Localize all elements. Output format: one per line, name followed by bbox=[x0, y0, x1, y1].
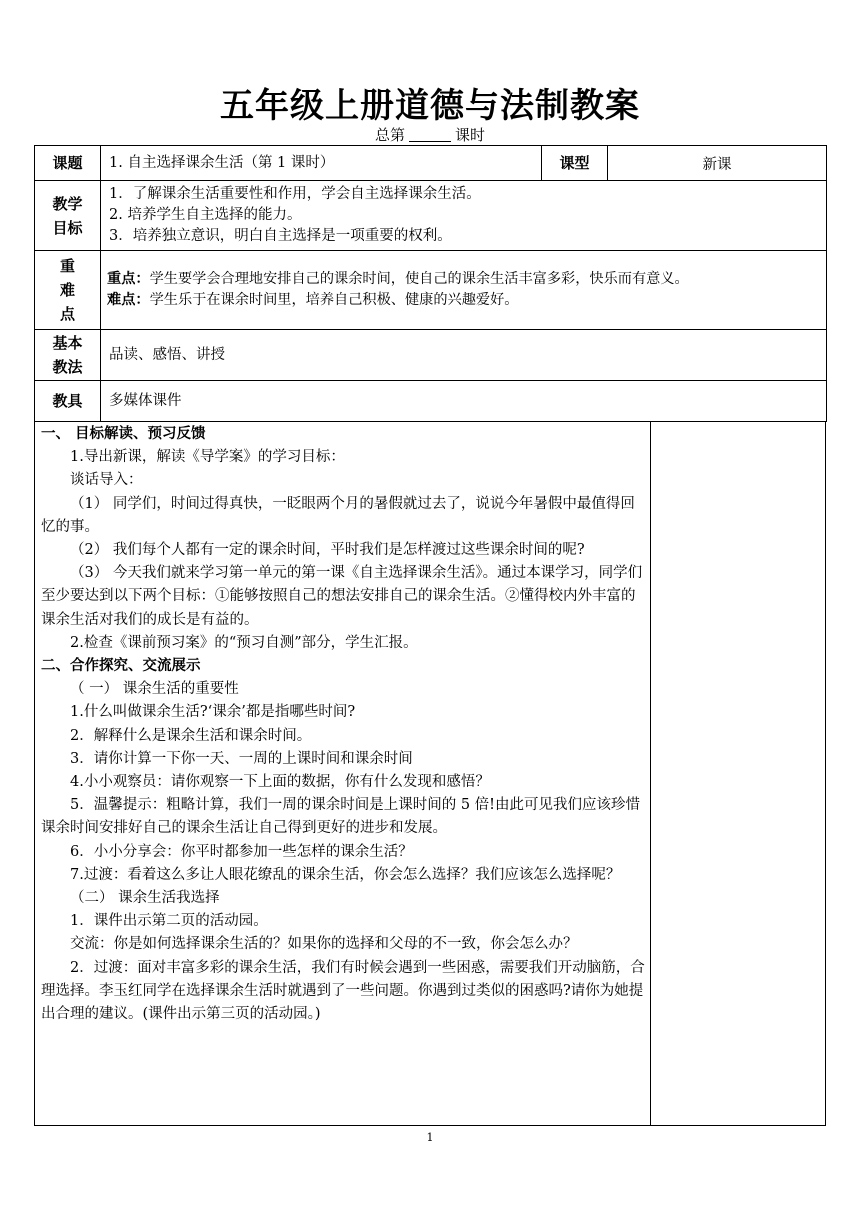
key-label-line-3: 点 bbox=[59, 305, 75, 323]
method-row bbox=[35, 330, 827, 381]
paragraph: 6．小小分享会：你平时都参加一些怎样的课余生活？ bbox=[70, 843, 413, 860]
lesson-info-table bbox=[34, 145, 827, 422]
type-label: 课型 bbox=[542, 146, 608, 181]
lesson-counter-prefix: 总第 bbox=[374, 126, 405, 144]
key-point-text: 学生要学会合理地安排自己的课余时间，使自己的课余生活丰富多彩，快乐而有意义。 bbox=[149, 271, 689, 287]
paragraph: （3） 今天我们就来学习第一单元的第一课《自主选择课余生活》。通过本课学习，同学们至少要达到以下两个目标：①能够按照自己的想法安排自己的课余生活。②懂得校内外丰富的课余生活对我们的成长是有益的。 bbox=[41, 565, 643, 628]
paragraph: 3．请你计算一下你一天、一周的上课时间和课余时间 bbox=[70, 750, 413, 767]
teaching-process-box bbox=[34, 421, 826, 1126]
section-heading: 二、合作探究、交流展示 bbox=[41, 658, 201, 675]
difficult-point-text: 学生乐于在课余时间里，培养自己积极、健康的兴趣爱好。 bbox=[149, 292, 519, 308]
method-value: 品读、感悟、讲授 bbox=[101, 330, 827, 381]
method-label bbox=[35, 330, 101, 381]
method-label-line-1: 基本 bbox=[52, 334, 83, 352]
paragraph: 2.检查《课前预习案》的“预习自测”部分，学生汇报。 bbox=[70, 634, 418, 651]
paragraph: 1．课件出示第二页的活动园。 bbox=[70, 913, 268, 930]
paragraph: 5．温馨提示：粗略计算，我们一周的课余时间是上课时间的 5 倍!由此可见我们应该珍惜课余时间安排好自己的课余生活让自己得到更好的进步和发展。 bbox=[41, 797, 640, 837]
paragraph: 4.小小观察员：请你观察一下上面的数据，你有什么发现和感悟？ bbox=[70, 774, 490, 791]
lesson-counter-suffix: 课时 bbox=[455, 126, 486, 144]
paragraph: 1.导出新课，解读《导学案》的学习目标： bbox=[70, 449, 345, 466]
goal-item: 1．了解课余生活重要性和作用，学会自主选择课余生活。 bbox=[109, 186, 481, 202]
goal-item: 3．培养独立意识，明白自主选择是一项重要的权利。 bbox=[109, 228, 452, 244]
topic-label: 课题 bbox=[35, 146, 101, 181]
paragraph: 7.过渡：看着这么多让人眼花缭乱的课余生活，你会怎么选择？我们应该怎么选择呢？ bbox=[70, 866, 621, 883]
tools-value: 多媒体课件 bbox=[101, 381, 827, 422]
topic-row bbox=[35, 146, 827, 181]
difficult-point bbox=[107, 290, 826, 311]
key-points-label bbox=[35, 251, 101, 330]
section-heading: 一、 目标解读、预习反馈 bbox=[41, 426, 206, 442]
paragraph: （2） 我们每个人都有一定的课余时间，平时我们是怎样渡过这些课余时间的呢? bbox=[70, 542, 585, 559]
page-title: 五年级上册道德与法制教案 bbox=[220, 86, 640, 126]
key-label-line-1: 重 bbox=[59, 257, 75, 275]
goals-label-line-2: 目标 bbox=[52, 218, 83, 237]
goal-item: 2. 培养学生自主选择的能力。 bbox=[109, 207, 302, 223]
key-points-value bbox=[101, 251, 827, 330]
page-number: 1 bbox=[426, 1131, 434, 1144]
lesson-counter-blank bbox=[409, 129, 451, 142]
paragraph: 2．解释什么是课余生活和课余时间。 bbox=[70, 727, 312, 744]
difficult-point-label: 难点： bbox=[107, 292, 150, 308]
paragraph: （ 一） 课余生活的重要性 bbox=[70, 681, 239, 698]
goals-row bbox=[35, 181, 827, 251]
tools-row bbox=[35, 381, 827, 422]
paragraph: 谈话导入： bbox=[70, 472, 143, 489]
paragraph: 交流：你是如何选择课余生活的？如果你的选择和父母的不一致，你会怎么办？ bbox=[70, 936, 578, 953]
goals-label-line-1: 教学 bbox=[52, 194, 83, 213]
type-value: 新课 bbox=[608, 146, 827, 181]
paragraph: 1.什么叫做课余生活?‘课余’都是指哪些时间? bbox=[70, 704, 356, 721]
teaching-process-content bbox=[41, 423, 645, 1026]
key-point-label: 重点： bbox=[107, 271, 150, 287]
key-label-line-2: 难 bbox=[59, 281, 75, 299]
tools-label: 教具 bbox=[35, 381, 101, 422]
topic-value: 1. 自主选择课余生活（第 1 课时） bbox=[101, 146, 542, 181]
paragraph: 2．过渡：面对丰富多彩的课余生活，我们有时候会遇到一些困惑，需要我们开动脑筋，合理选择。李玉红同学在选择课余生活时就遇到了一些问题。你遇到过类似的困惑吗?请你为她提出合理的建议。(课件出示第三页的活动园。) bbox=[41, 959, 645, 1023]
paragraph: （1） 同学们，时间过得真快，一眨眼两个月的暑假就过去了，说说今年暑假中最值得回忆的事。 bbox=[41, 495, 635, 535]
goals-label bbox=[35, 181, 101, 251]
column-divider bbox=[650, 421, 651, 1125]
paragraph: （二） 课余生活我选择 bbox=[70, 890, 220, 907]
method-label-line-2: 教法 bbox=[52, 358, 83, 376]
goals-value bbox=[101, 181, 827, 251]
key-point bbox=[107, 269, 826, 290]
lesson-counter bbox=[0, 124, 860, 145]
key-points-row bbox=[35, 251, 827, 330]
